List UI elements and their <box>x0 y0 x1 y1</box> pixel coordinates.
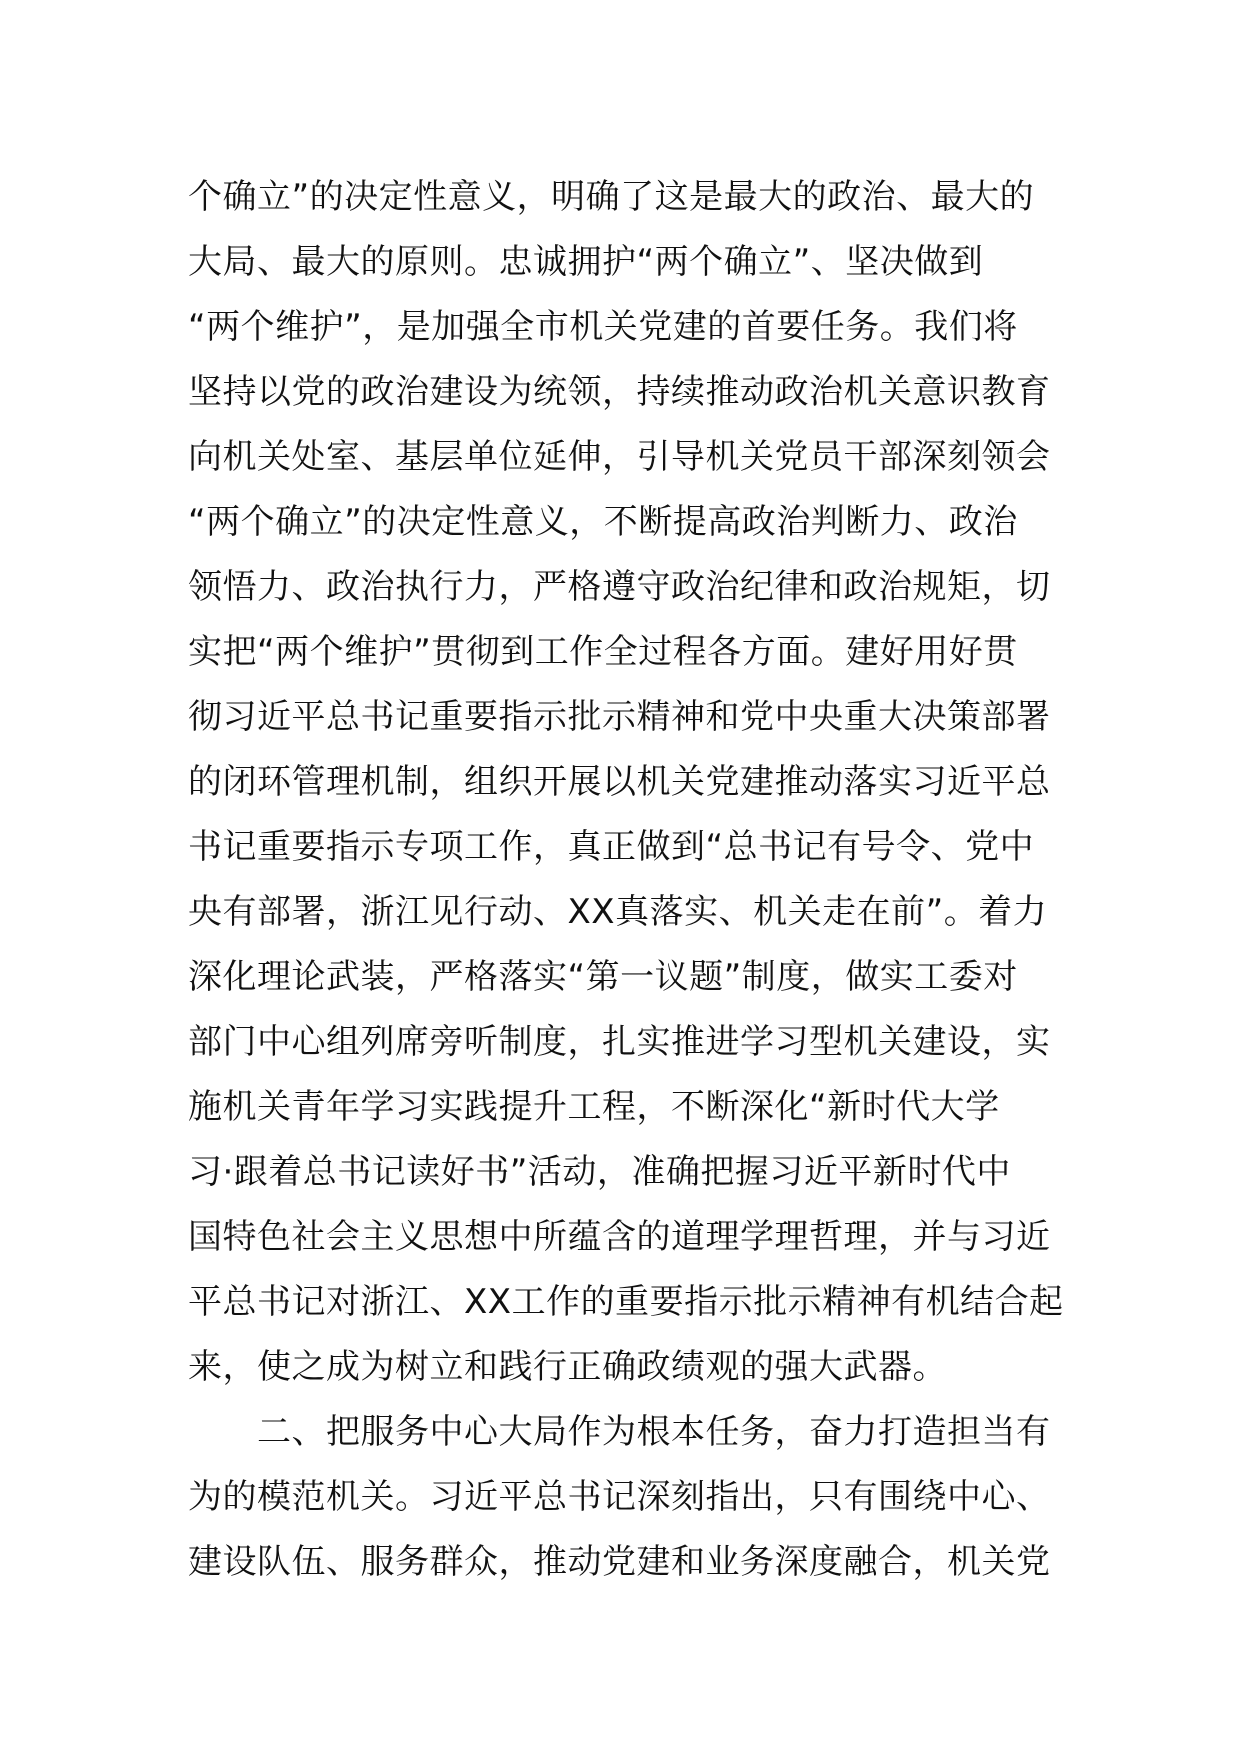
text-line: 个确立”的决定性意义，明确了这是最大的政治、最大的 <box>188 177 1035 217</box>
text-line: 来，使之成为树立和践行正确政绩观的强大武器。 <box>188 1347 947 1387</box>
text-line: 建设队伍、服务群众，推动党建和业务深度融合，机关党 <box>188 1542 1051 1582</box>
text-line: 习·跟着总书记读好书”活动，准确把握习近平新时代中 <box>188 1152 1011 1192</box>
document-body <box>188 165 1064 1595</box>
paragraph-heading-line: 二、把服务中心大局作为根本任务，奋力打造担当有 <box>188 1412 1051 1452</box>
text-line: “两个确立”的决定性意义，不断提高政治判断力、政治 <box>188 502 1018 542</box>
text-line: 书记重要指示专项工作，真正做到“总书记有号令、党中 <box>188 827 1035 867</box>
text-line: 坚持以党的政治建设为统领，持续推动政治机关意识教育 <box>188 372 1051 412</box>
text-line: 为的模范机关。习近平总书记深刻指出，只有围绕中心、 <box>188 1477 1051 1517</box>
text-line: 实把“两个维护”贯彻到工作全过程各方面。建好用好贯 <box>188 632 1018 672</box>
text-line: 的闭环管理机制，组织开展以机关党建推动落实习近平总 <box>188 762 1051 802</box>
text-line: 向机关处室、基层单位延伸，引导机关党员干部深刻领会 <box>188 437 1051 477</box>
text-line: 彻习近平总书记重要指示批示精神和党中央重大决策部署 <box>188 697 1051 737</box>
text-line: 大局、最大的原则。忠诚拥护“两个确立”、坚决做到 <box>188 242 984 282</box>
text-line: 国特色社会主义思想中所蕴含的道理学理哲理，并与习近 <box>188 1217 1051 1257</box>
text-line: 部门中心组列席旁听制度，扎实推进学习型机关建设，实 <box>188 1022 1051 1062</box>
text-line: 平总书记对浙江、XX工作的重要指示批示精神有机结合起 <box>188 1282 1064 1322</box>
text-line: “两个维护”，是加强全市机关党建的首要任务。我们将 <box>188 307 1018 347</box>
text-line: 央有部署，浙江见行动、XX真落实、机关走在前”。着力 <box>188 892 1048 932</box>
text-line: 施机关青年学习实践提升工程，不断深化“新时代大学 <box>188 1087 1000 1127</box>
text-line: 领悟力、政治执行力，严格遵守政治纪律和政治规矩，切 <box>188 567 1051 607</box>
text-line: 深化理论武装，严格落实“第一议题”制度，做实工委对 <box>188 957 1018 997</box>
